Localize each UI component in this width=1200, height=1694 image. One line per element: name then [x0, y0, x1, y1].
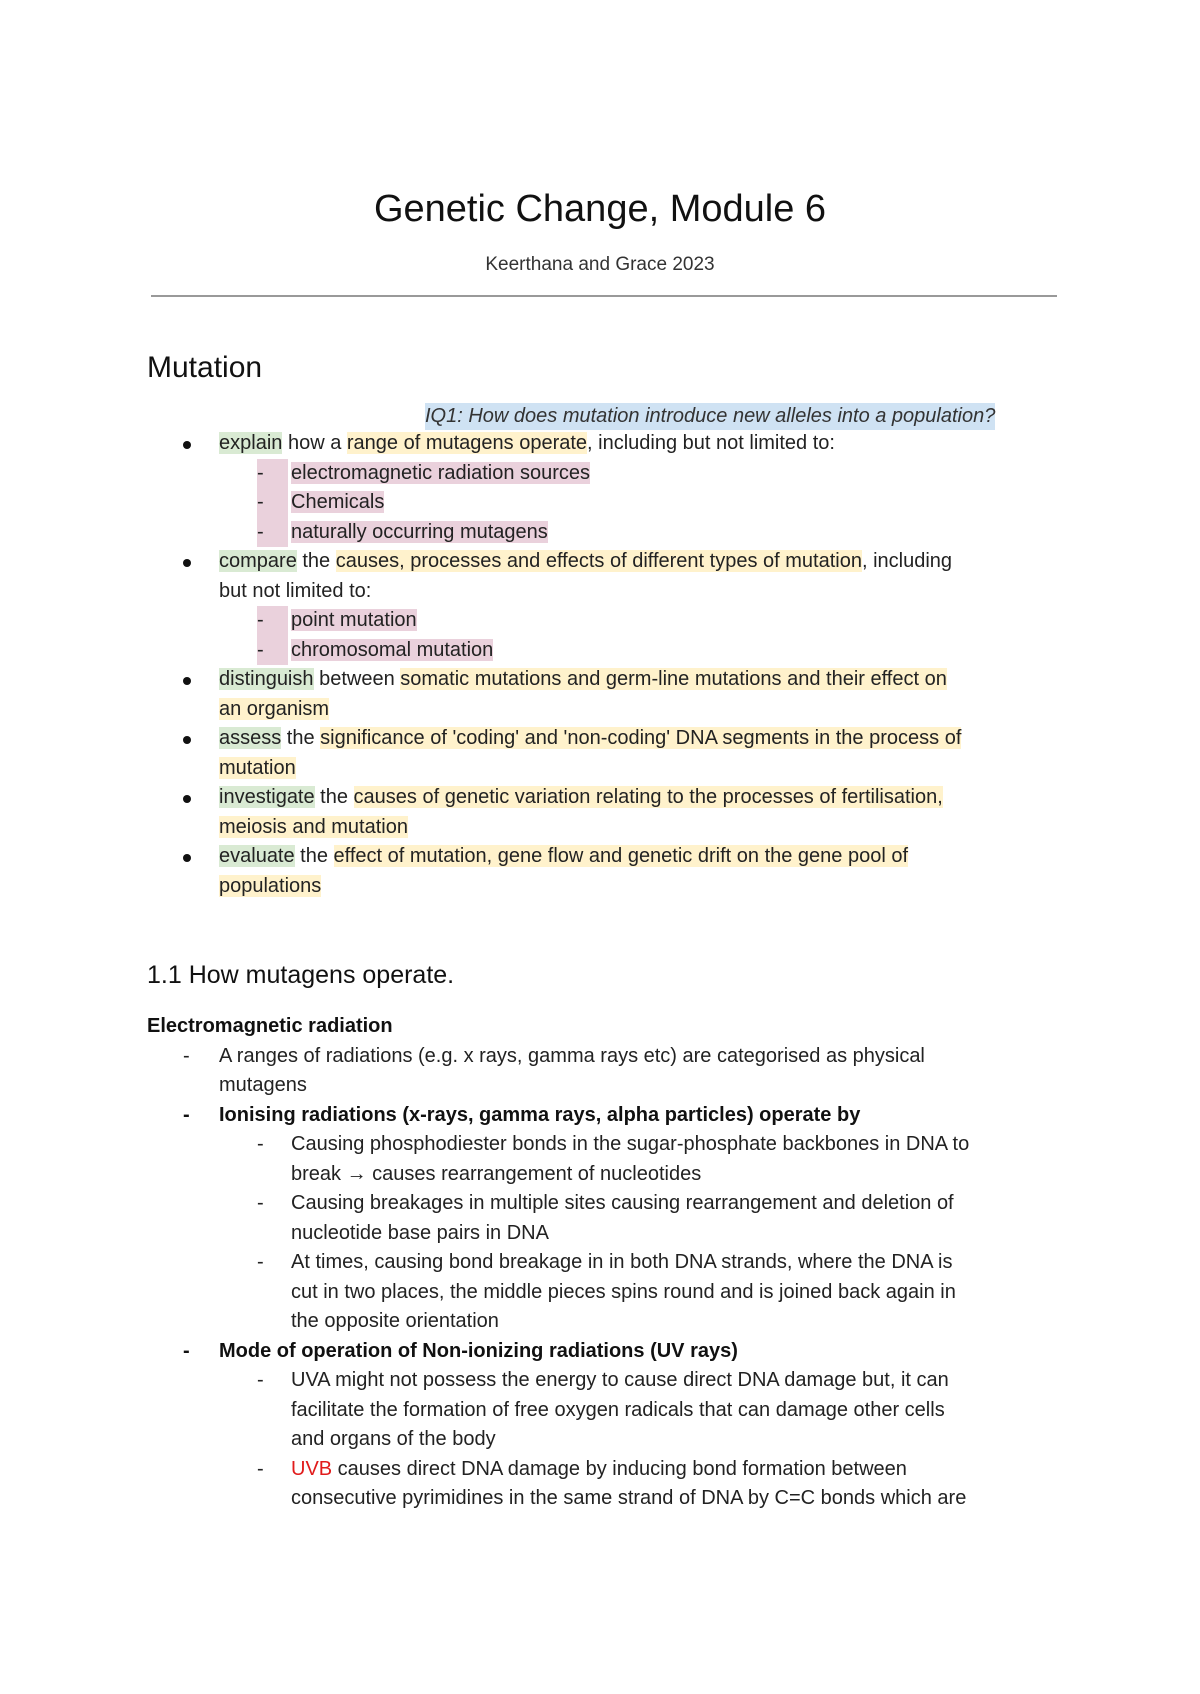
notes-body: Electromagnetic radiation - A ranges of radiations (e.g. x rays, gamma rays etc) are categorised as physical mutagens - Ionising radiations (x-rays, gamma rays, alpha particles) operate by - Causing phosphodiester bonds in the sugar-phosphate backbones in DNA to break → causes rearrangement of nucleotides - Causing breakages in multiple sites causing rearrangement and deletion of nucleotide base pairs in DNA - At times, causing bond breakage in in both DNA strands, where the DNA is cut in two places, the middle pieces spins round and is joined back again in the opposite orientation - Mode of operation of Non-ionizing radiations (UV rays) - UVA might not possess the energy to cause direct DNA damage but, it can facilitate the formation of free oxygen radicals that can damage other cells and organs of the body - UVB causes direct DNA damage by inducing bond formation between consecutive pyrimidines in the same strand of DNA by C=C bonds which are [147, 1012, 1067, 1514]
topic-highlight: significance of 'coding' and 'non-coding' DNA segments in the process of [320, 727, 962, 749]
bullet-icon [183, 736, 191, 744]
verb-highlight: assess [219, 727, 282, 749]
topic-highlight: somatic mutations and germ-line mutations and their effect on [400, 668, 947, 690]
topic-highlight: causes of genetic variation relating to the processes of fertilisation, [353, 786, 943, 808]
verb-highlight: explain [219, 432, 283, 454]
verb-highlight: compare [219, 550, 297, 572]
list-item: - Ionising radiations (x-rays, gamma rays, alpha particles) operate by [183, 1103, 861, 1126]
sub-item: - point mutation [147, 606, 1067, 636]
title-divider [151, 295, 1057, 297]
list-item: distinguish between somatic mutations and germ-line mutations and their effect on [147, 665, 1067, 695]
list-item: compare the causes, processes and effects of different types of mutation, including [147, 547, 1067, 577]
verb-highlight: evaluate [219, 845, 295, 867]
document-subtitle: Keerthana and Grace 2023 [485, 254, 715, 275]
inquiry-question: IQ1: How does mutation introduce new alleles into a population? [425, 403, 995, 430]
list-item: assess the significance of 'coding' and 'non-coding' DNA segments in the process of [147, 724, 1067, 754]
bullet-icon [183, 677, 191, 685]
bullet-icon [183, 441, 191, 449]
sub-item: - Causing phosphodiester bonds in the sugar-phosphate backbones in DNA to [257, 1133, 970, 1155]
list-item: - A ranges of radiations (e.g. x rays, gamma rays etc) are categorised as physical [183, 1044, 925, 1067]
list-item: investigate the causes of genetic variation relating to the processes of fertilisation, [147, 783, 1067, 813]
sub-item: - UVB causes direct DNA damage by inducing bond formation between [257, 1457, 907, 1480]
topic-highlight: causes, processes and effects of different types of mutation [335, 550, 862, 572]
sub-item: - Chemicals [147, 488, 1067, 518]
list-item: evaluate the effect of mutation, gene flow and genetic drift on the gene pool of [147, 842, 1067, 872]
bullet-icon [183, 559, 191, 567]
sub-item: - Causing breakages in multiple sites causing rearrangement and deletion of [257, 1192, 954, 1214]
sub-item: - chromosomal mutation [147, 636, 1067, 666]
sub-item: - naturally occurring mutagens [147, 518, 1067, 548]
bullet-icon [183, 795, 191, 803]
sub-item: - UVA might not possess the energy to cause direct DNA damage but, it can [257, 1369, 949, 1391]
list-item: - Mode of operation of Non-ionizing radiations (UV rays) [183, 1339, 738, 1362]
topic-highlight: effect of mutation, gene flow and genetic drift on the gene pool of [333, 845, 909, 867]
verb-highlight: distinguish [219, 668, 314, 690]
uvb-label: UVB [291, 1457, 333, 1480]
bullet-icon [183, 854, 191, 862]
list-item: explain how a range of mutagens operate, including but not limited to: [147, 429, 1067, 459]
topic-highlight: range of mutagens operate [346, 432, 588, 454]
sub-item: - electromagnetic radiation sources [147, 459, 1067, 489]
section-heading-mutation: Mutation [147, 351, 263, 384]
subheading-electromagnetic-radiation: Electromagnetic radiation [147, 1015, 393, 1037]
section-heading-how-mutagens-operate: 1.1 How mutagens operate. [147, 961, 455, 989]
syllabus-list: explain how a range of mutagens operate, including but not limited to: - electromagnetic radiation sources - Chemicals - naturally occurring mutagens compare the causes, processes and effects of different types of mutation, including but not limited to: - point mutation - chromosomal mutation distinguish between somatic mutations and germ-line mutations and their effect on an organism assess the significance of 'coding' and 'non-coding' DNA segments in the process of mutation investigate the causes of genetic variation relating to the processes of fertilisation, meiosis and mutation evaluate the effect of mutation, gene flow and genetic drift on the gene pool of populations [147, 429, 1067, 901]
document-title: Genetic Change, Module 6 [373, 188, 827, 230]
sub-item: - At times, causing bond breakage in in both DNA strands, where the DNA is [257, 1251, 953, 1273]
verb-highlight: investigate [219, 786, 315, 808]
